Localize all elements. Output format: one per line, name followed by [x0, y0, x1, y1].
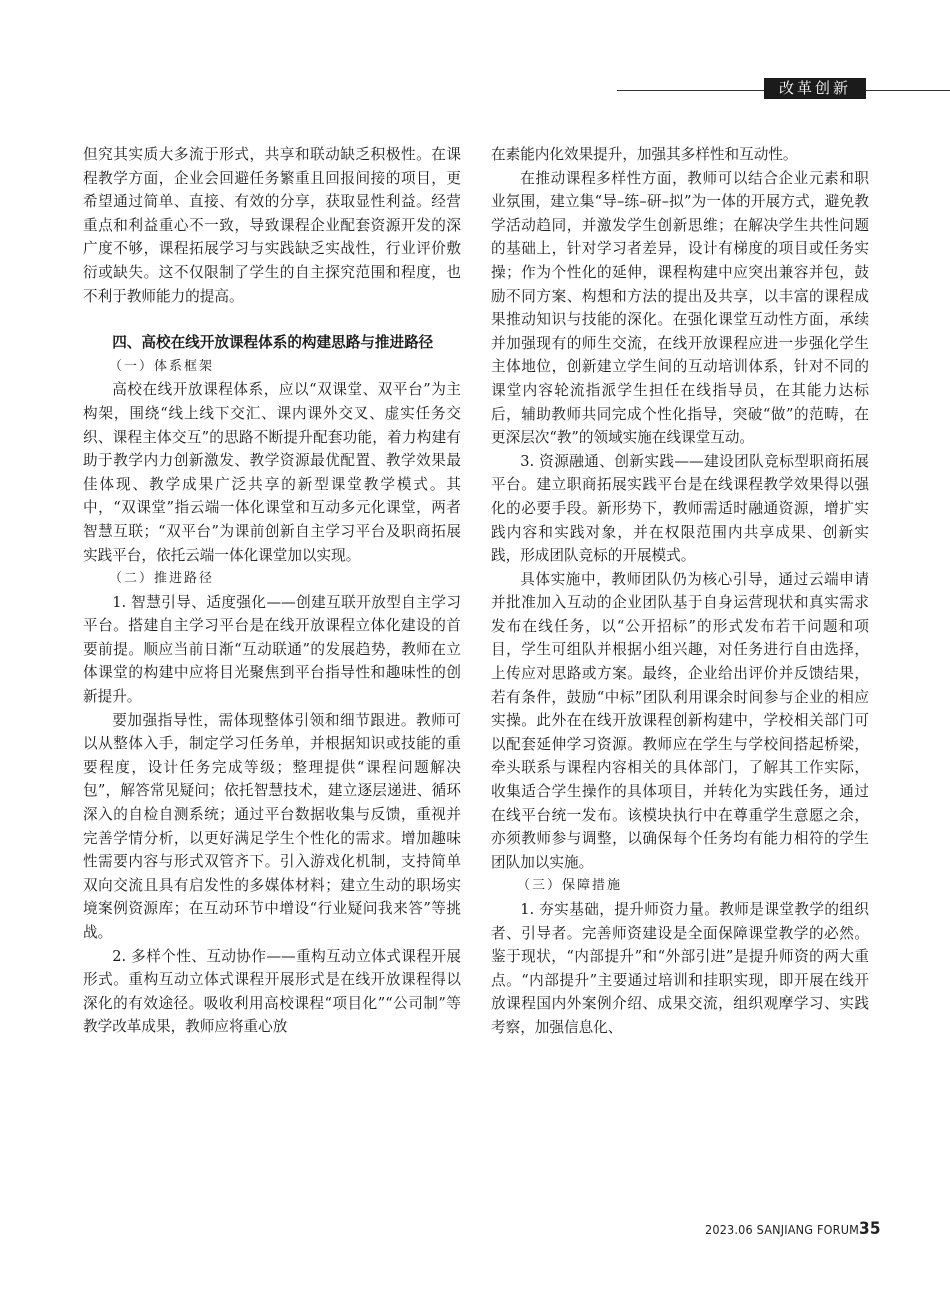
left-column — [83, 143, 461, 1039]
paragraph: 在素能内化效果提升，加强其多样性和互动性。 — [491, 146, 798, 163]
section-label: 改革创新 — [764, 78, 866, 99]
paragraph: 在推动课程多样性方面，教师可以结合企业元素和职业氛围，建立集“导–练–研–拟”为一体的开展方式，避免教学活动趋同，并激发学生创新思维；在解决学生共性问题的基础上，针对学习者差异，设计有梯度的项目或任务实操；作为个性化的延伸，课程构建中应突出兼容并包，鼓励不同方案、构想和方法的提出及共享，以丰富的课程成果推动知识与技能的深化。在强化课堂互动性方面，承续并加强现有的师生交流，在线开放课程应进一步强化学生主体地位，创新建立学生间的互动培训体系，针对不同的课堂内容轮流指派学生担任在线指导员，在其能力达标后，辅助教师共同完成个性化指导，突破“做”的范畴，在更深层次“教”的领域实施在线课堂互动。 — [491, 169, 869, 447]
paragraph: 1. 夯实基础，提升师资力量。教师是课堂教学的组织者、引导者。完善师资建设是全面保障课堂教学的必然。鉴于现状，“内部提升”和“外部引进”是提升师资的两大重点。“内部提升”主要通过培训和挂职实现，即开展在线开放课程国内外案例介绍、成果交流，组织观摩学习、实践考察，加强信息化、 — [491, 901, 869, 1036]
paragraph: 要加强指导性，需体现整体引领和细节跟进。教师可以从整体入手，制定学习任务单，并根据知识或技能的重要程度，设计任务完成等级；整理提供“课程问题解决包”，解答常见疑问；依托智慧技术，建立逐层递进、循环深入的自检自测系统；通过平台数据收集与反馈，重视并完善学情分析，以更好满足学生个性化的需求。增加趣味性需要内容与形式双管齐下。引入游戏化机制，支持简单双向交流且具有启发性的多媒体材料；建立生动的职场实境案例资源库；在互动环节中增设“行业疑问我来答”等挑战。 — [83, 711, 461, 941]
section-heading: 四、高校在线开放课程体系的构建思路与推进路径 — [112, 334, 434, 352]
subheading: （三）保障措施 — [517, 878, 623, 894]
subheading: （一）体系框架 — [109, 358, 215, 374]
paragraph: 2. 多样个性、互动协作——重构互动立体式课程开展形式。重构互动立体式课程开展形式是在线开放课程得以深化的有效途径。吸收利用高校课程“项目化”“公司制”等教学改革成果，教师应将重心放 — [83, 947, 461, 1036]
right-column — [491, 143, 869, 1040]
subheading: （二）推进路径 — [109, 571, 215, 587]
paragraph: 但究其实质大多流于形式，共享和联动缺乏积极性。在课程教学方面，企业会回避任务繁重且回报间接的项目，更希望通过简单、直接、有效的分享，获取显性利益。经营重点和利益重心不一致，导致课程企业配套资源开发的深广度不够，课程拓展学习与实践缺乏实战性，行业评价敷衍或缺失。这不仅限制了学生的自主探究范围和程度，也不利于教师能力的提高。 — [83, 146, 461, 305]
page-footer — [705, 1219, 881, 1239]
paragraph: 高校在线开放课程体系，应以“双课堂、双平台”为主构架，围绕“线上线下交汇、课内课外交叉、虚实任务交织、课程主体交互”的思路不断提升配套功能，着力构建有助于教学内力创新激发、教学资源最优配置、教学效果最佳体现、教学成果广泛共享的新型课堂教学模式。其中，“双课堂”指云端一体化课堂和互动多元化课堂，两者智慧互联；“双平台”为课前创新自主学习平台及职商拓展实践平台，依托云端一体化课堂加以实现。 — [83, 381, 461, 564]
journal-name: SANJIANG FORUM — [756, 1222, 860, 1237]
issue-date: 2023.06 — [705, 1222, 753, 1237]
paragraph: 具体实施中，教师团队仍为核心引导，通过云端申请并批准加入互动的企业团队基于自身运营现状和真实需求发布在线任务，以“公开招标”的形式发布若干问题和项目，学生可组队并根据小组兴趣，对任务进行自由选择，上传应对思路或方案。最终，企业给出评价并反馈结果，若有条件，鼓励“中标”团队利用课余时间参与企业的相应实操。此外在在线开放课程创新构建中，学校相关部门可以配套延伸学习资源。教师应在学生与学校间搭起桥梁，牵头联系与课程内容相关的具体部门，了解其工作实际，收集适合学生操作的具体项目，并转化为实践任务，通过在线平台统一发布。该模块执行中在尊重学生意愿之余，亦须教师参与调整，以确保每个任务均有能力相符的学生团队加以实施。 — [491, 570, 869, 871]
paragraph: 3. 资源融通、创新实践——建设团队竞标型职商拓展平台。建立职商拓展实践平台是在线课程教学效果得以强化的必要手段。新形势下，教师需适时融通资源，增扩实践内容和实践对象，并在权限范围内共享成果、创新实践，形成团队竞标的开展模式。 — [491, 452, 869, 565]
paragraph: 1. 智慧引导、适度强化——创建互联开放型自主学习平台。搭建自主学习平台是在线开放课程立体化建设的首要前提。顺应当前日渐“互动联通”的发展趋势，教师在立体课堂的构建中应将目光聚焦到平台指导性和趣味性的创新提升。 — [83, 593, 461, 706]
page-number: 35 — [859, 1219, 881, 1239]
